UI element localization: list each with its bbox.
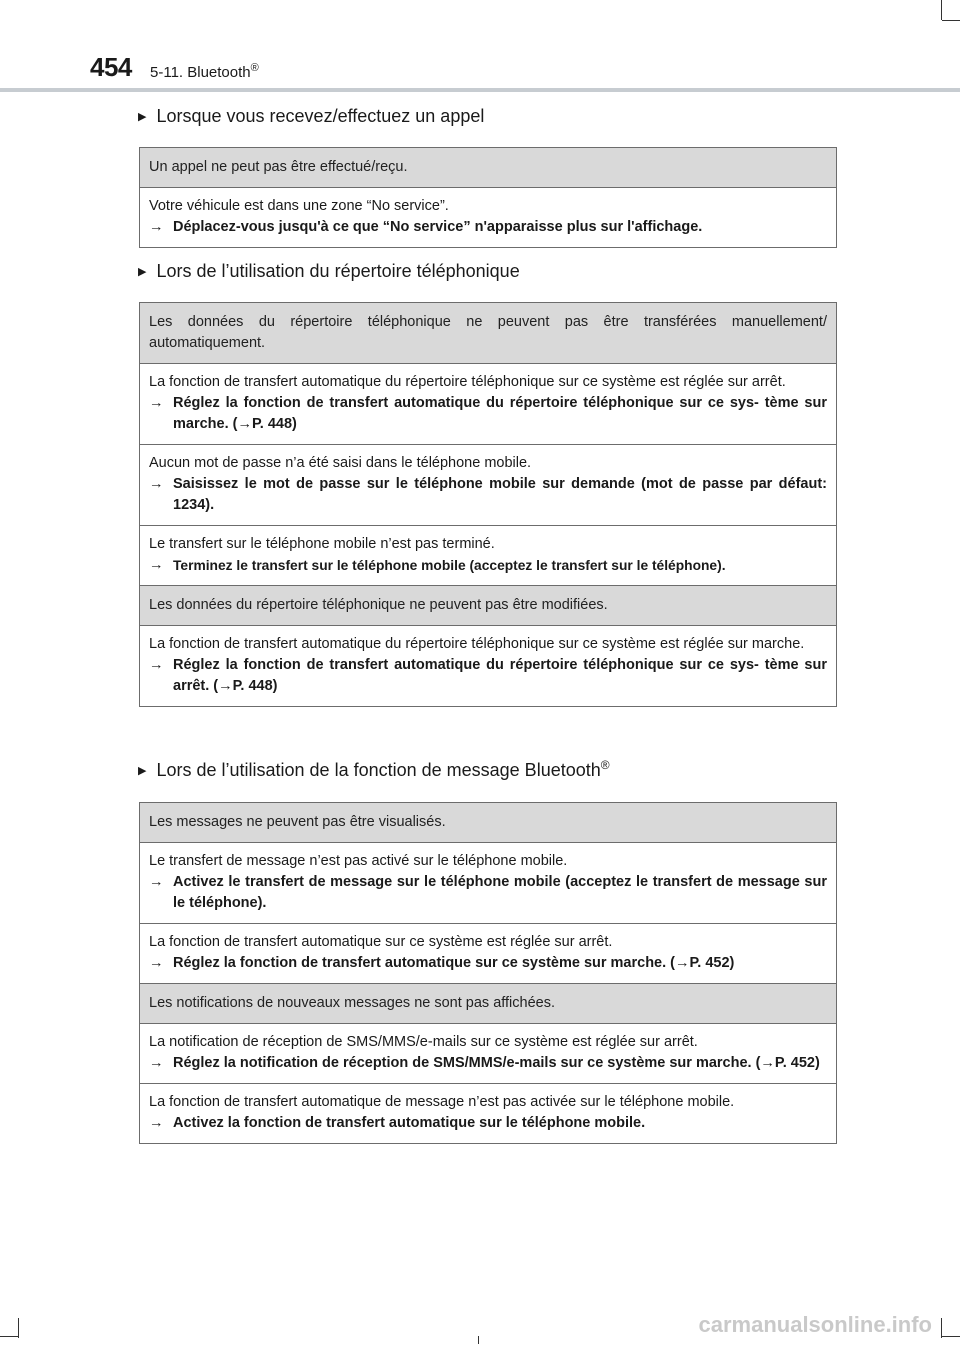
crop-mark bbox=[478, 1336, 479, 1344]
chapter-title-text: 5-11. Bluetooth bbox=[150, 64, 251, 81]
action-text: Saisissez le mot de passe sur le téléphone mobile sur demande (mot de passe par défaut: 1234). bbox=[173, 476, 827, 513]
arrow-icon: → bbox=[149, 874, 164, 890]
action-line bbox=[149, 655, 827, 697]
cause-text: La notification de réception de SMS/MMS/e-mails sur ce système est réglée sur arrêt. bbox=[149, 1034, 698, 1050]
action-line bbox=[149, 1113, 827, 1134]
action-text: Activez la fonction de transfert automatique sur le téléphone mobile. bbox=[173, 1115, 646, 1131]
cause-text: La fonction de transfert automatique de message n’est pas activée sur le téléphone mobile. bbox=[149, 1094, 735, 1110]
solution-row bbox=[140, 364, 836, 445]
crop-mark bbox=[18, 1318, 19, 1338]
action-line bbox=[149, 217, 827, 238]
solution-row bbox=[140, 924, 836, 984]
action-text: Activez le transfert de message sur le téléphone mobile (acceptez le transfert de message sur le téléphone). bbox=[173, 874, 827, 911]
cause-text: Aucun mot de passe n’a été saisi dans le téléphone mobile. bbox=[149, 455, 532, 471]
cause-text: La fonction de transfert automatique du répertoire téléphonique sur ce système est réglée sur marche. bbox=[149, 636, 805, 652]
arrow-icon: → bbox=[149, 657, 164, 673]
crop-mark bbox=[942, 1336, 960, 1337]
crop-mark bbox=[941, 0, 942, 20]
arrow-icon: → bbox=[149, 557, 164, 573]
cause-text: La fonction de transfert automatique sur ce système est réglée sur arrêt. bbox=[149, 934, 613, 950]
bullet-triangle-icon: ▶ bbox=[138, 266, 147, 278]
bullet-triangle-icon: ▶ bbox=[138, 111, 147, 123]
registered-mark: ® bbox=[250, 62, 259, 74]
problem-row: Les données du répertoire téléphonique ne peuvent pas être modifiées. bbox=[140, 586, 836, 626]
arrow-icon: → bbox=[149, 955, 164, 971]
problem-row: Un appel ne peut pas être effectué/reçu. bbox=[140, 148, 836, 188]
section-heading-text: Lors de l’utilisation du répertoire téléphonique bbox=[156, 261, 520, 281]
arrow-icon: → bbox=[149, 395, 164, 411]
problem-row: Les données du répertoire téléphonique ne peuvent pas être transférées manuellement/ automatiquement. bbox=[140, 303, 836, 364]
action-line bbox=[149, 555, 827, 576]
page-number: 454 bbox=[90, 52, 132, 82]
solution-row bbox=[140, 843, 836, 924]
action-text: Déplacez-vous jusqu'à ce que “No service” n'apparaisse plus sur l'affichage. bbox=[173, 219, 703, 235]
arrow-icon: → bbox=[149, 476, 164, 492]
problem-row: Les notifications de nouveaux messages ne sont pas affichées. bbox=[140, 984, 836, 1024]
troubleshoot-table-call bbox=[139, 147, 837, 248]
troubleshoot-table-message bbox=[139, 802, 837, 1144]
section-heading-phonebook bbox=[138, 261, 520, 282]
solution-row bbox=[140, 626, 836, 706]
action-text: Terminez le transfert sur le téléphone mobile (acceptez le transfert sur le téléphone). bbox=[173, 558, 726, 573]
cause-text: Votre véhicule est dans une zone “No service”. bbox=[149, 198, 449, 214]
crop-mark bbox=[0, 1336, 18, 1337]
action-text: Réglez la fonction de transfert automatique du répertoire téléphonique sur ce sys- tème sur marche. (→P. 448) bbox=[173, 395, 827, 432]
solution-row bbox=[140, 445, 836, 526]
cause-text: Le transfert sur le téléphone mobile n’est pas terminé. bbox=[149, 536, 495, 552]
header-divider bbox=[0, 88, 960, 92]
action-text: Réglez la fonction de transfert automatique sur ce système sur marche. (→P. 452) bbox=[173, 955, 735, 971]
cause-text: La fonction de transfert automatique du répertoire téléphonique sur ce système est réglée sur arrêt. bbox=[149, 374, 786, 390]
crop-mark bbox=[941, 1318, 942, 1338]
section-heading-call bbox=[138, 106, 484, 127]
action-line bbox=[149, 872, 827, 914]
chapter-title bbox=[150, 62, 259, 81]
watermark: carmanualsonline.info bbox=[698, 1312, 932, 1337]
arrow-icon: → bbox=[149, 1055, 164, 1071]
troubleshoot-table-phonebook bbox=[139, 302, 837, 707]
solution-row bbox=[140, 1084, 836, 1143]
solution-row bbox=[140, 188, 836, 247]
action-line bbox=[149, 1053, 827, 1074]
solution-row bbox=[140, 526, 836, 586]
page-header bbox=[0, 0, 960, 94]
action-line bbox=[149, 393, 827, 435]
arrow-icon: → bbox=[149, 1115, 164, 1131]
action-line bbox=[149, 474, 827, 516]
registered-mark: ® bbox=[600, 758, 610, 772]
section-heading-message bbox=[138, 758, 610, 781]
section-heading-text: Lors de l’utilisation de la fonction de message Bluetooth bbox=[156, 760, 601, 780]
section-heading-text: Lorsque vous recevez/effectuez un appel bbox=[156, 106, 485, 126]
action-text: Réglez la fonction de transfert automatique du répertoire téléphonique sur ce sys- tème sur arrêt. (→P. 448) bbox=[173, 657, 827, 694]
problem-row: Les messages ne peuvent pas être visualisés. bbox=[140, 803, 836, 843]
action-text: Réglez la notification de réception de SMS/MMS/e-mails sur ce système sur marche. (→P. 452) bbox=[173, 1055, 820, 1071]
cause-text: Le transfert de message n’est pas activé sur le téléphone mobile. bbox=[149, 853, 568, 869]
crop-mark bbox=[942, 20, 960, 21]
arrow-icon: → bbox=[149, 219, 164, 235]
bullet-triangle-icon: ▶ bbox=[138, 765, 147, 777]
solution-row bbox=[140, 1024, 836, 1084]
action-line bbox=[149, 953, 827, 974]
